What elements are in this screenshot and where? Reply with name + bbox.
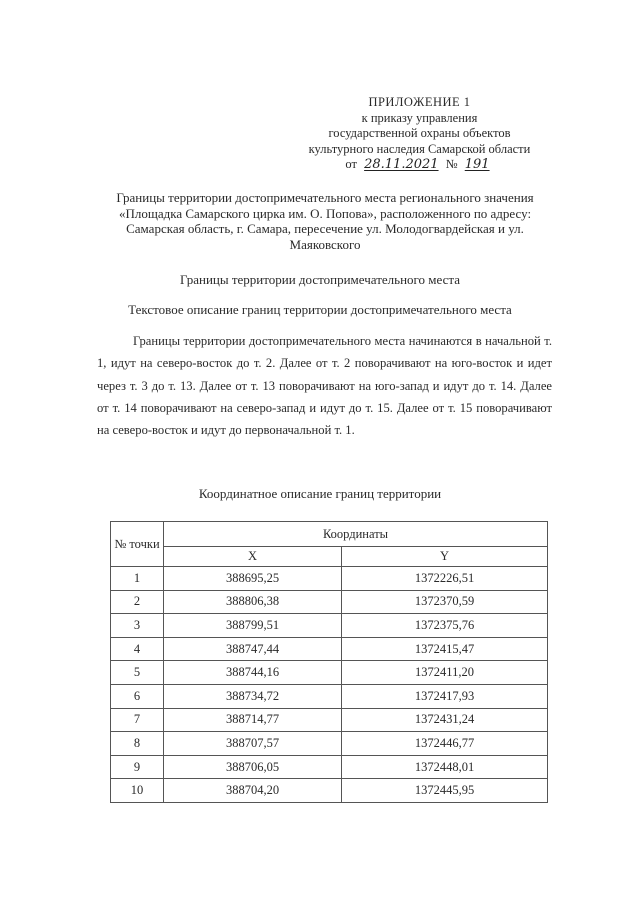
section-title: Границы территории достопримечательного места	[180, 272, 460, 287]
x-value: 388707,57	[164, 732, 342, 756]
x-value: 388747,44	[164, 637, 342, 661]
point-number: 6	[111, 684, 164, 708]
table-row	[111, 755, 548, 779]
y-value: 1372415,47	[342, 637, 548, 661]
text-description-title: Текстовое описание границ территории достопримечательного места	[128, 302, 512, 317]
x-value: 388799,51	[164, 614, 342, 638]
order-date-number	[297, 157, 542, 173]
y-value: 1372445,95	[342, 779, 548, 803]
x-value: 388714,77	[164, 708, 342, 732]
document-title: Границы территории достопримечательного места регионального значения «Площадка Самарского цирка им. О. Попова», расположенного по адресу: Самарская область, г. Самара, пересечение ул. Молодогвардейская и ул. Маяковского	[116, 190, 534, 252]
coordinates-title: Координатное описание границ территории	[198, 486, 442, 501]
table-row	[111, 661, 548, 685]
order-number: 191	[464, 157, 490, 172]
y-value: 1372375,76	[342, 614, 548, 638]
x-value: 388695,25	[164, 567, 342, 591]
x-value: 388734,72	[164, 684, 342, 708]
point-number: 2	[111, 590, 164, 614]
y-value: 1372417,93	[342, 684, 548, 708]
table-row	[111, 684, 548, 708]
y-value: 1372446,77	[342, 732, 548, 756]
y-value: 1372411,20	[342, 661, 548, 685]
y-header: Y	[342, 547, 548, 567]
appendix-line: к приказу управления	[361, 110, 478, 125]
x-value: 388744,16	[164, 661, 342, 685]
table-row	[111, 614, 548, 638]
appendix-header	[297, 95, 542, 173]
appendix-line: культурного наследия Самарской области	[308, 141, 531, 156]
order-date: 28.11.2021	[364, 157, 439, 172]
table-row	[111, 637, 548, 661]
point-number: 8	[111, 732, 164, 756]
point-number: 3	[111, 614, 164, 638]
table-row	[111, 567, 548, 591]
y-value: 1372448,01	[342, 755, 548, 779]
coordinates-header: Координаты	[164, 522, 548, 547]
x-header: X	[164, 547, 342, 567]
y-value: 1372226,51	[342, 567, 548, 591]
x-value: 388806,38	[164, 590, 342, 614]
table-row	[111, 732, 548, 756]
coordinates-table	[110, 521, 548, 803]
x-value: 388706,05	[164, 755, 342, 779]
point-number-header: № точки	[111, 522, 164, 567]
y-value: 1372370,59	[342, 590, 548, 614]
appendix-line: государственной охраны объектов	[328, 126, 511, 140]
table-row	[111, 779, 548, 803]
point-number: 10	[111, 779, 164, 803]
point-number: 1	[111, 567, 164, 591]
point-number: 4	[111, 637, 164, 661]
boundary-description: Границы территории достопримечательного места начинаются в начальной т. 1, идут на северо-восток до т. 2. Далее от т. 2 поворачивают на юго-восток и идет через т. 3 до т. 13. Далее от т. 13 поворачивают на юго-запад и идут до т. 14. Далее от т. 14 поворачивают на северо-запад и идут до т. 15. Далее от т. 15 поворачивают на северо-восток и идут до первоначальной т. 1.	[97, 334, 552, 438]
date-prefix: от	[345, 157, 357, 171]
y-value: 1372431,24	[342, 708, 548, 732]
x-value: 388704,20	[164, 779, 342, 803]
point-number: 7	[111, 708, 164, 732]
table-row	[111, 590, 548, 614]
point-number: 9	[111, 755, 164, 779]
number-prefix: №	[445, 157, 458, 171]
appendix-title: ПРИЛОЖЕНИЕ 1	[368, 95, 471, 109]
point-number: 5	[111, 661, 164, 685]
table-row	[111, 708, 548, 732]
